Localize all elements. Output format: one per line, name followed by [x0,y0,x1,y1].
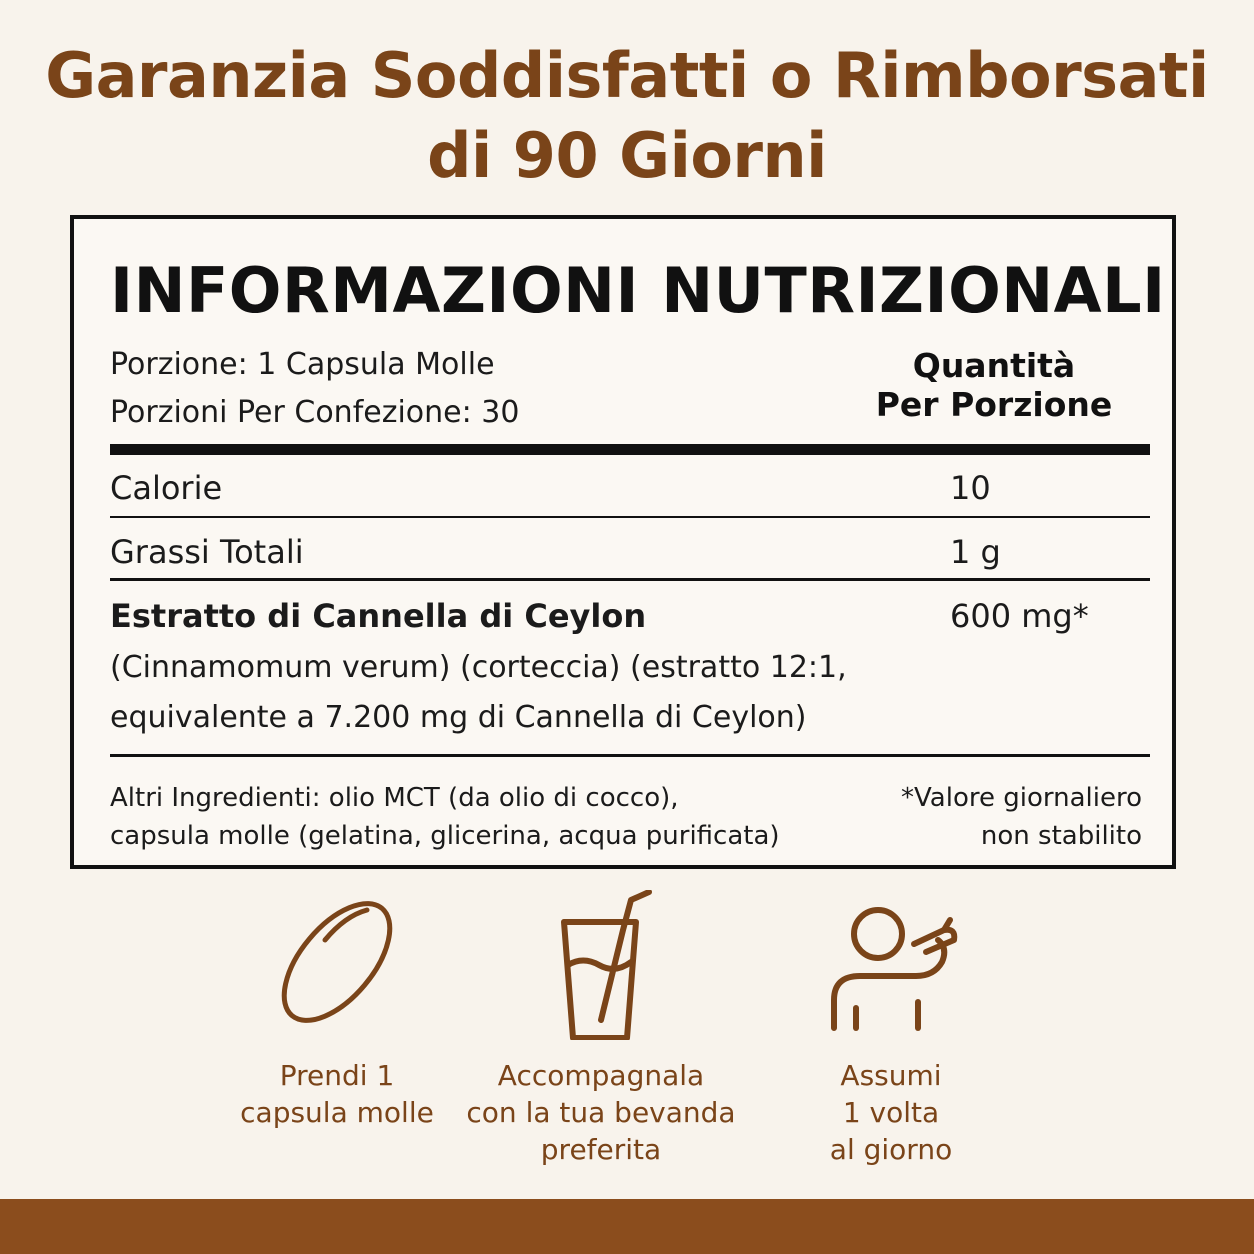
serving-size: Porzione: 1 Capsula Molle [110,347,495,382]
step-label-line: Assumi [840,1059,942,1092]
other-ingredients [110,779,780,855]
thick-divider [110,444,1150,455]
other-ingredients-line-2: capsula molle (gelatina, glicerina, acqua purificata) [110,821,780,851]
daily-value-note [901,779,1142,855]
daily-value-note-line-2: non stabilito [980,821,1142,851]
step-label-line: Accompagnala [497,1059,705,1092]
row-cinnamon-detail [110,643,847,743]
step-label-line: 1 volta [842,1096,940,1129]
divider [110,578,1150,581]
row-cinnamon-value: 600 mg* [950,597,1089,635]
amount-header-line-1: Quantità [912,346,1076,385]
bottom-brand-bar [0,1199,1254,1254]
headline-line-1: Garanzia Soddisfatti o Rimborsati [45,39,1209,112]
headline-line-2: di 90 Giorni [427,119,827,192]
row-calories-value: 10 [950,469,991,507]
row-total-fat-label: Grassi Totali [110,533,304,571]
person-drinking-icon [816,890,966,1035]
amount-header-line-2: Per Porzione [875,385,1113,424]
servings-per-container: Porzioni Per Confezione: 30 [110,395,520,430]
step-label [451,1057,751,1168]
step-label-line: capsula molle [240,1096,434,1129]
row-calories-label: Calorie [110,469,223,507]
serving-info [110,341,519,437]
other-ingredients-line-1: Altri Ingredienti: olio MCT (da olio di cocco), [110,783,679,813]
row-cinnamon-label: Estratto di Cannella di Ceylon [110,597,647,635]
amount-per-serving-header [864,346,1124,424]
divider [110,754,1150,757]
nutrition-facts-panel [70,215,1176,869]
step-once-a-day [741,890,1041,1168]
step-with-drink [451,890,751,1168]
cinnamon-detail-line-2: equivalente a 7.200 mg di Cannella di Ceylon) [110,700,807,735]
divider [110,516,1150,518]
cinnamon-detail-line-1: (Cinnamomum verum) (corteccia) (estratto 12:1, [110,650,847,685]
softgel-capsule-icon [267,890,407,1035]
step-label-line: Prendi 1 [279,1059,395,1092]
row-total-fat-value: 1 g [950,533,1001,571]
step-label-line: preferita [540,1133,662,1166]
drink-glass-icon [531,890,671,1040]
headline [0,36,1254,196]
daily-value-note-line-1: *Valore giornaliero [901,783,1142,813]
step-label [741,1057,1041,1168]
step-label [187,1057,487,1131]
step-label-line: con la tua bevanda [466,1096,736,1129]
nutrition-title: INFORMAZIONI NUTRIZIONALI [110,254,1166,327]
step-take-capsule [187,890,487,1131]
step-label-line: al giorno [829,1133,953,1166]
